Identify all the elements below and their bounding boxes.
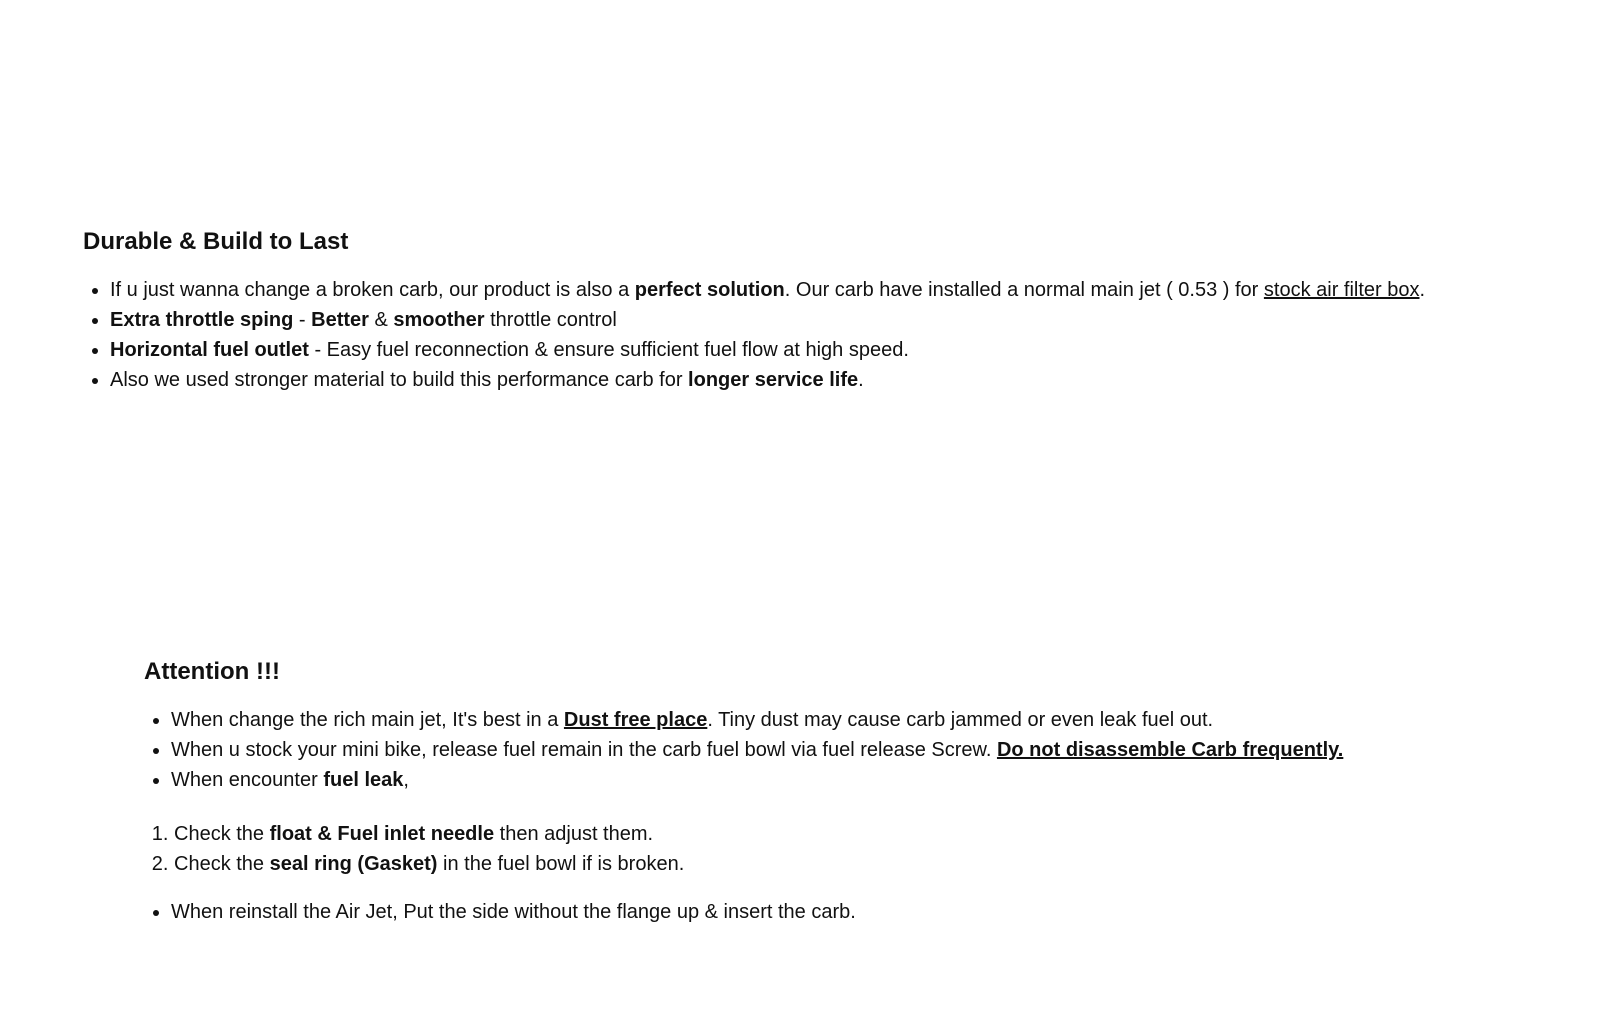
attention-list	[144, 705, 1584, 795]
item-text: &	[368, 308, 394, 331]
list-item	[110, 305, 1583, 335]
durable-heading: Durable & Build to Last	[83, 228, 349, 255]
list-item	[110, 335, 1583, 365]
step-item	[174, 849, 1584, 879]
item-bold-text: fuel leak	[323, 768, 404, 791]
list-item	[110, 275, 1583, 305]
item-text: - Easy fuel reconnection & ensure sufficient fuel flow at high speed.	[308, 338, 909, 361]
item-text: then adjust them.	[494, 822, 654, 845]
item-text: in the fuel bowl if is broken.	[437, 852, 685, 875]
item-text: . Tiny dust may cause carb jammed or even leak fuel out.	[707, 708, 1214, 731]
item-bold-text: seal ring (Gasket)	[269, 852, 438, 875]
item-bold-text: longer service life	[688, 368, 859, 391]
attention-section	[144, 658, 1584, 927]
fuel-leak-steps	[144, 819, 1584, 879]
item-text: If u just wanna change a broken carb, our product is also a	[110, 278, 635, 301]
item-text: Also we used stronger material to build this performance carb for	[110, 368, 689, 391]
item-bold-text: Horizontal fuel outlet	[110, 338, 309, 361]
item-bold-underlined-text: Dust free place	[563, 708, 708, 731]
item-text: . Our carb have installed a normal main jet ( 0.53 ) for	[784, 278, 1264, 301]
list-item	[171, 705, 1584, 735]
item-text: When reinstall the Air Jet, Put the side without the flange up & insert the carb.	[171, 900, 856, 923]
item-bold-text: Extra throttle sping	[110, 308, 294, 331]
step-item	[174, 819, 1584, 849]
item-text: When change the rich main jet, It's best in a	[171, 708, 564, 731]
item-text: .	[858, 368, 864, 391]
item-underlined-text: stock air filter box	[1263, 278, 1420, 301]
list-item	[171, 765, 1584, 795]
item-text: Check the	[174, 822, 270, 845]
attention-heading: Attention !!!	[144, 658, 280, 685]
item-text: When encounter	[171, 768, 324, 791]
item-text: Check the	[174, 852, 270, 875]
attention-list-extra	[144, 897, 1584, 927]
item-text: -	[293, 308, 312, 331]
item-text: ,	[403, 768, 409, 791]
item-bold-underlined-text: Do not disassemble Carb frequently.	[996, 738, 1344, 761]
item-text: When u stock your mini bike, release fuel remain in the carb fuel bowl via fuel release Screw.	[171, 738, 997, 761]
item-text: .	[1419, 278, 1426, 301]
item-bold-text: perfect solution	[634, 278, 785, 301]
list-item	[171, 897, 1584, 927]
item-text: throttle control	[484, 308, 617, 331]
durable-list	[83, 275, 1583, 395]
item-bold-text: smoother	[393, 308, 485, 331]
item-bold-text: Better	[311, 308, 369, 331]
list-item	[110, 365, 1583, 395]
durable-section	[83, 228, 1583, 395]
list-item	[171, 735, 1584, 765]
item-bold-text: float & Fuel inlet needle	[269, 822, 495, 845]
